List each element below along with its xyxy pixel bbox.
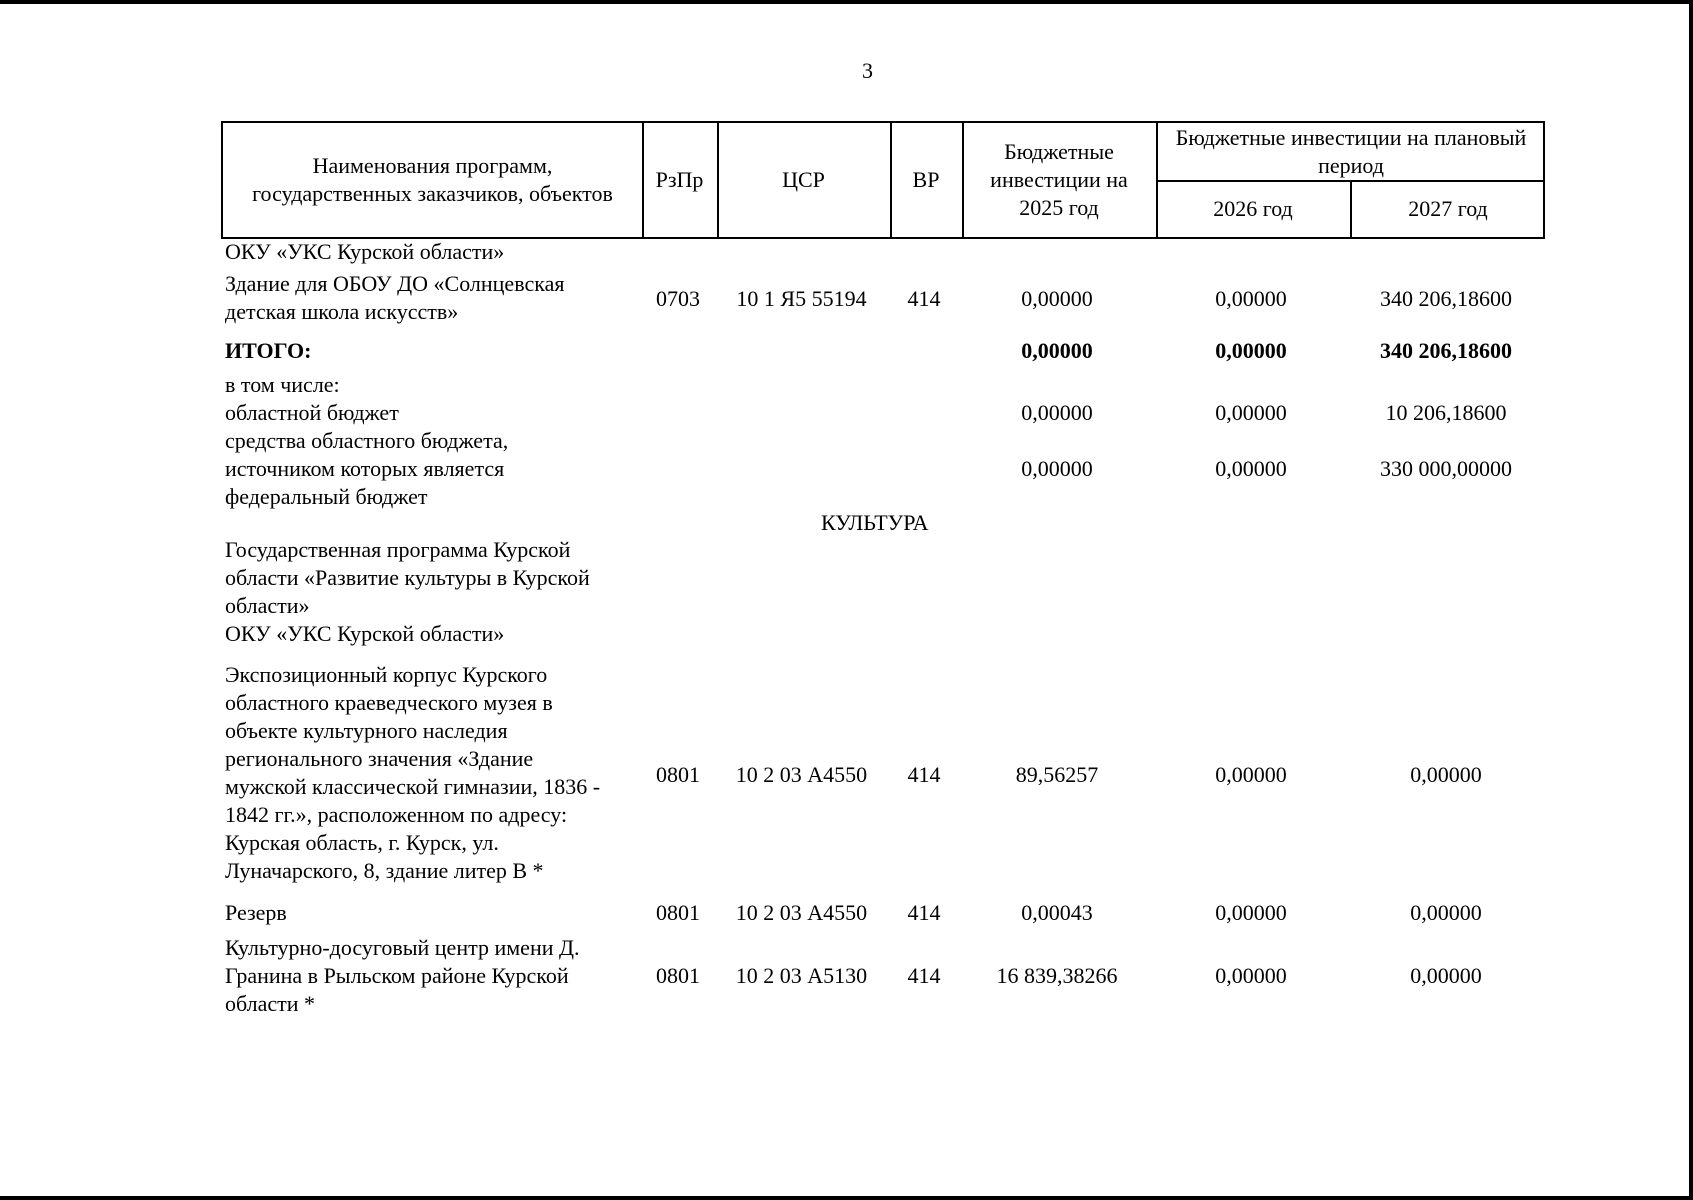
header-planned-period: Бюджетные инвестиции на плановый период bbox=[1175, 124, 1527, 178]
budget-label: источником которых является bbox=[225, 456, 505, 481]
budget-label: федеральный бюджет bbox=[225, 484, 428, 509]
value-2025: 0,00043 bbox=[1021, 900, 1093, 925]
vr-cell: 414 bbox=[907, 963, 941, 988]
value-2027: 0,00000 bbox=[1410, 900, 1482, 925]
page-number: 3 bbox=[862, 58, 873, 83]
value-2027: 330 000,00000 bbox=[1380, 456, 1512, 481]
value-2026: 0,00000 bbox=[1215, 400, 1287, 425]
vr-cell: 414 bbox=[907, 762, 941, 787]
value-2025: 0,00000 bbox=[1021, 338, 1093, 363]
value-2027: 0,00000 bbox=[1410, 963, 1482, 988]
object-name: области * bbox=[225, 991, 316, 1016]
section-title: КУЛЬТУРА bbox=[821, 510, 929, 535]
object-name: 1842 гг.», расположенном по адресу: bbox=[225, 802, 568, 827]
value-2025: 0,00000 bbox=[1021, 400, 1093, 425]
object-name: объекте культурного наследия bbox=[225, 718, 508, 743]
value-2027: 0,00000 bbox=[1410, 762, 1482, 787]
object-name: Курская область, г. Курск, ул. bbox=[225, 830, 499, 855]
object-name: мужской классической гимназии, 1836 - bbox=[225, 774, 601, 799]
value-2027: 10 206,18600 bbox=[1385, 400, 1507, 425]
csr-cell: 10 1 Я5 55194 bbox=[736, 286, 867, 311]
header-invest-2025: Бюджетные инвестиции на 2025 год bbox=[990, 139, 1128, 220]
header-2027: 2027 год bbox=[1408, 195, 1488, 221]
rzpr-cell: 0801 bbox=[656, 762, 700, 787]
rzpr-cell: 0703 bbox=[656, 286, 700, 311]
value-2025: 0,00000 bbox=[1021, 286, 1093, 311]
value-2026: 0,00000 bbox=[1215, 963, 1287, 988]
object-name: областного краеведческого музея в bbox=[225, 690, 553, 715]
total-label: ИТОГО: bbox=[225, 338, 312, 363]
object-name: Резерв bbox=[225, 900, 287, 925]
vr-cell: 414 bbox=[907, 900, 941, 925]
csr-cell: 10 2 03 А4550 bbox=[735, 900, 868, 925]
value-2026: 0,00000 bbox=[1215, 456, 1287, 481]
rzpr-cell: 0801 bbox=[656, 963, 700, 988]
csr-cell: 10 2 03 А5130 bbox=[735, 963, 868, 988]
object-name: детская школа искусств» bbox=[225, 299, 459, 324]
header-name: Наименования программ, государственных заказчиков, объектов bbox=[252, 153, 613, 206]
object-name: Здание для ОБОУ ДО «Солнцевская bbox=[225, 271, 565, 296]
value-2027: 340 206,18600 bbox=[1380, 338, 1512, 363]
value-2026: 0,00000 bbox=[1215, 286, 1287, 311]
vr-cell: 414 bbox=[907, 286, 941, 311]
header-csr: ЦСР bbox=[782, 167, 825, 192]
object-name: Луначарского, 8, здание литер В * bbox=[225, 858, 544, 883]
program-name: области» bbox=[225, 593, 310, 618]
rzpr-cell: 0801 bbox=[656, 900, 700, 925]
value-2025: 89,56257 bbox=[1015, 762, 1099, 787]
header-rzpr: РзПр bbox=[655, 167, 704, 192]
value-2026: 0,00000 bbox=[1215, 762, 1287, 787]
table-header bbox=[221, 121, 1545, 239]
customer-label: ОКУ «УКС Курской области» bbox=[225, 621, 505, 646]
including-label: в том числе: bbox=[225, 372, 340, 397]
object-name: Культурно-досуговый центр имени Д. bbox=[225, 935, 580, 960]
budget-label: средства областного бюджета, bbox=[225, 428, 509, 453]
customer-label: ОКУ «УКС Курской области» bbox=[225, 239, 505, 264]
object-name: Гранина в Рыльском районе Курской bbox=[225, 963, 569, 988]
value-2025: 0,00000 bbox=[1021, 456, 1093, 481]
object-name: регионального значения «Здание bbox=[225, 746, 534, 771]
budget-label: областной бюджет bbox=[225, 400, 399, 425]
header-vr: ВР bbox=[912, 167, 940, 192]
value-2026: 0,00000 bbox=[1215, 338, 1287, 363]
header-2026: 2026 год bbox=[1213, 195, 1293, 221]
csr-cell: 10 2 03 А4550 bbox=[735, 762, 868, 787]
value-2026: 0,00000 bbox=[1215, 900, 1287, 925]
value-2025: 16 839,38266 bbox=[996, 963, 1118, 988]
program-name: области «Развитие культуры в Курской bbox=[225, 565, 590, 590]
value-2027: 340 206,18600 bbox=[1380, 286, 1512, 311]
object-name: Экспозиционный корпус Курского bbox=[225, 662, 548, 687]
program-name: Государственная программа Курской bbox=[225, 537, 571, 562]
